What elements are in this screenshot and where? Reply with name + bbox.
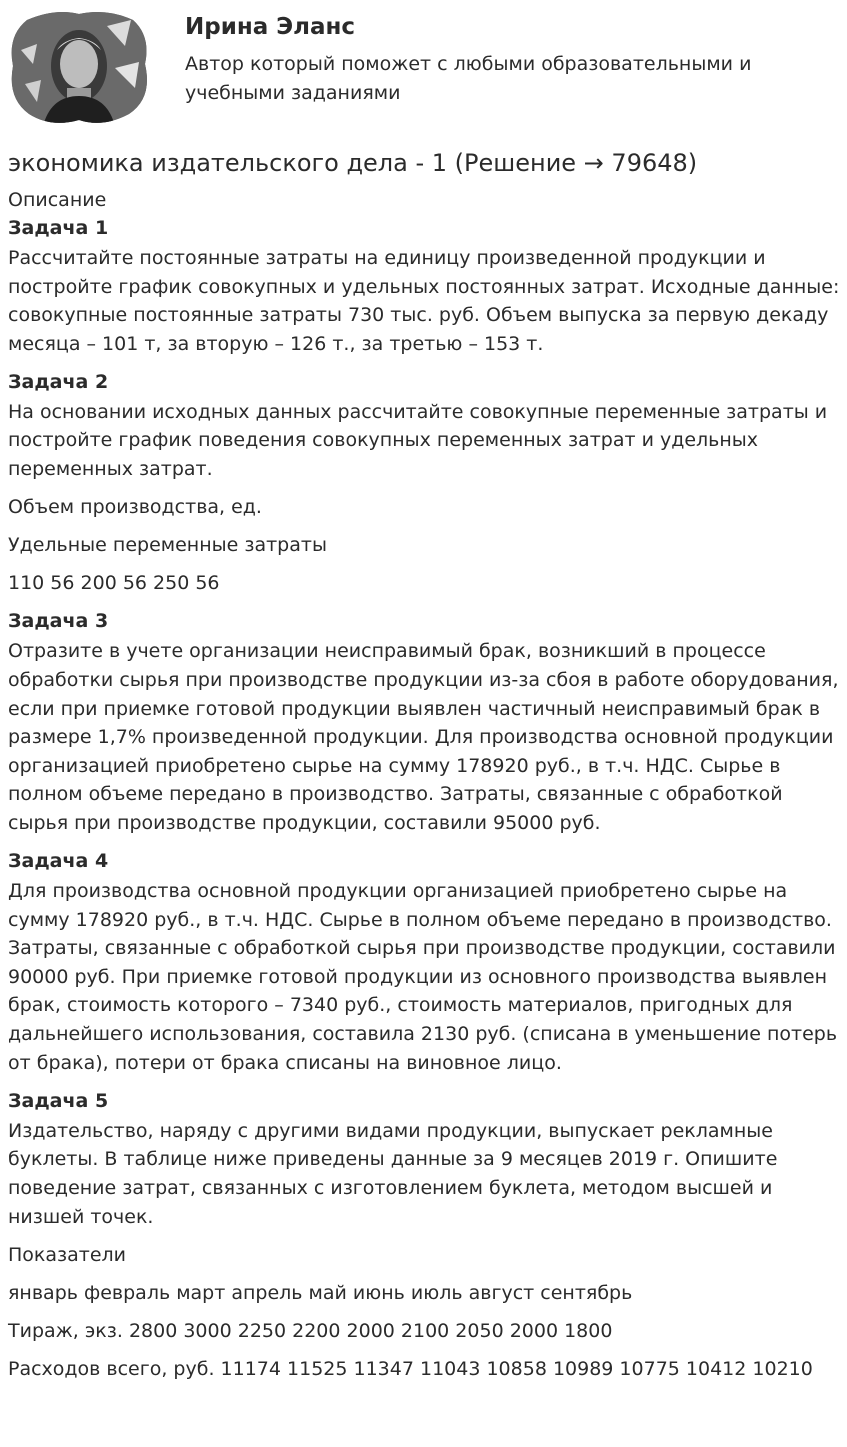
- task-heading: Задача 4: [8, 850, 109, 873]
- task-heading: Задача 1: [8, 217, 109, 239]
- page-title: экономика издательского дела - 1 (Решение → 79648): [8, 149, 698, 177]
- author-card: [0, 0, 847, 130]
- task-paragraph: Отразите в учете организации неисправимый брак, возникший в процессе обработки сырья при производстве продукции из-за сбоя в работе оборудования, если при приемке готовой продукции выявлен частичный неисправимый брак в размере 1,7% произведенной продукции. Для производства основной продукции организацией приобретено сырье на сумму 178920 руб., в т.ч. НДС. Сырье в полном объеме передано в производство. Затраты, связанные с обработкой сырья при производстве продукции, составили 95000 руб.: [8, 640, 839, 834]
- task-paragraph: Издательство, наряду с другими видами продукции, выпускает рекламные буклеты. В таблице ниже приведены данные за 9 месяцев 2019 г. Опишите поведение затрат, связанных с изготовлением буклета, методом высшей и низшей точек.: [8, 1119, 778, 1228]
- author-avatar: [7, 6, 151, 126]
- task-paragraph: Для производства основной продукции организацией приобретено сырье на сумму 178920 руб., в т.ч. НДС. Сырье в полном объеме передано в производство. Затраты, связанные с обработкой сырья при производстве продукции, составили 90000 руб. При приемке готовой продукции из основного производства выявлен брак, стоимость которого – 7340 руб., стоимость материалов, пригодных для дальнейшего использования, составила 2130 руб. (списана в уменьшение потерь от брака), потери от брака списаны на виновное лицо.: [8, 880, 838, 1074]
- task-content: [8, 186, 843, 1393]
- task-2: [8, 368, 843, 598]
- task-heading: Задача 5: [8, 1089, 109, 1112]
- task-paragraph: Показатели: [8, 1243, 127, 1266]
- task-5: [8, 1087, 843, 1384]
- task-paragraph: Рассчитайте постоянные затраты на единицу произведенной продукции и постройте график совокупных и удельных постоянных затрат. Исходные данные: совокупные постоянные затраты 730 тыс. руб. Объем выпуска за первую декаду месяца – 101 т, за вторую – 126 т., за третью – 153 т.: [8, 247, 840, 355]
- task-paragraph: Расходов всего, руб. 11174 11525 11347 11043 10858 10989 10775 10412 10210: [8, 1357, 813, 1380]
- task-heading: Задача 2: [8, 370, 109, 393]
- task-paragraph: январь февраль март апрель май июнь июль август сентябрь: [8, 1281, 633, 1304]
- task-paragraph: Объем производства, ед.: [8, 496, 262, 519]
- task-paragraph: Тираж, экз. 2800 3000 2250 2200 2000 2100 2050 2000 1800: [8, 1319, 613, 1342]
- task-paragraph: 110 56 200 56 250 56: [8, 572, 220, 595]
- task-paragraph: Удельные переменные затраты: [8, 534, 327, 557]
- task-paragraph: На основании исходных данных рассчитайте совокупные переменные затраты и постройте график поведения совокупных переменных затрат и удельных переменных затрат.: [8, 400, 828, 481]
- author-bio: Автор который поможет с любыми образовательными и учебными заданиями: [185, 53, 752, 104]
- author-name: Ирина Эланс: [185, 14, 356, 40]
- task-3: [8, 607, 843, 837]
- task-4: [8, 847, 843, 1077]
- task-heading: Задача 3: [8, 610, 109, 633]
- description-label: Описание: [8, 189, 107, 211]
- task-1: [8, 214, 843, 358]
